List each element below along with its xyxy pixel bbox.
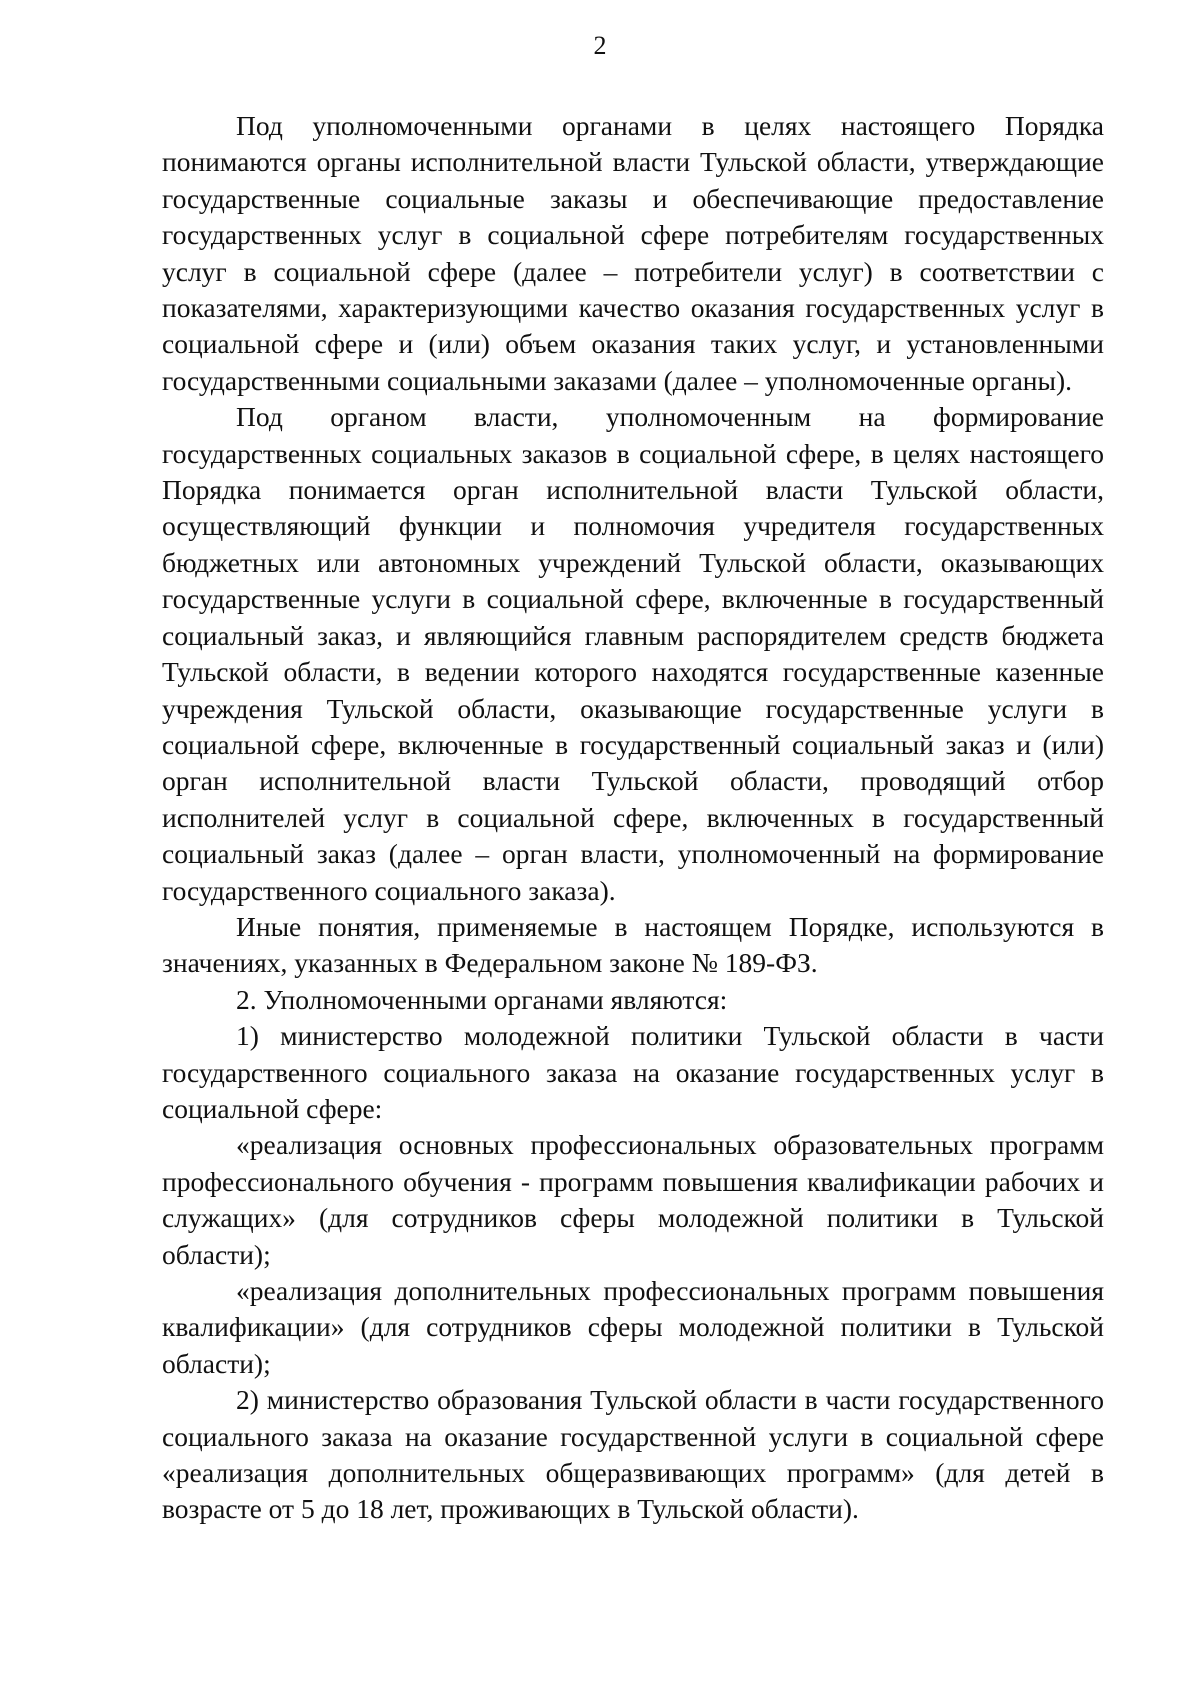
paragraph-quote-additional-programs: «реализация дополнительных профессиональных программ повышения квалификации» (для сотрудников сферы молодежной политики в Тульской области); [162,1275,1104,1379]
paragraph-other-terms: Иные понятия, применяемые в настоящем Порядке, используются в значениях, указанных в Федеральном законе № 189-ФЗ. [162,910,1104,979]
paragraph-item-1-youth-ministry: 1) министерство молодежной политики Тульской области в части государственного социального заказа на оказание государственных услуг в социальной сфере: [162,1020,1104,1124]
paragraph-quote-basic-programs: «реализация основных профессиональных образовательных программ профессионального обучения - программ повышения квалификации рабочих и служащих» (для сотрудников сферы молодежной политики в Тульской области); [162,1129,1104,1270]
paragraph-forming-body-definition: Под органом власти, уполномоченным на формирование государственных социальных заказов в социальной сфере, в целях настоящего Порядка понимается орган исполнительной власти Тульской области, осуществляющий функции и полномочия учредителя государственных бюджетных или автономных учреждений Тульской области, оказывающих государственные услуги в социальной сфере, включенные в государственный социальный заказ, и являющийся главным распорядителем средств бюджета Тульской области, в ведении которого находятся государственные казенные учреждения Тульской области, оказывающие государственные услуги в социальной сфере, включенные в государственный социальный заказ и (или) орган исполнительной власти Тульской области, проводящий отбор исполнителей услуг в социальной сфере, включенных в государственный социальный заказ (далее – орган власти, уполномоченный на формирование государственного социального заказа). [162,401,1104,906]
paragraph-authorized-bodies-definition: Под уполномоченными органами в целях настоящего Порядка понимаются органы исполнительной власти Тульской области, утверждающие государственные социальные заказы и обеспечивающие предоставление государственных услуг в социальной сфере потребителям государственных услуг в социальной сфере (далее – потребители услуг) в соответствии с показателями, характеризующими качество оказания государственных услуг в социальной сфере и (или) объем оказания таких услуг, и установленными государственными социальными заказами (далее – уполномоченные органы). [162,110,1104,396]
page-number: 2 [593,31,607,60]
paragraph-item-2-education-ministry: 2) министерство образования Тульской области в части государственного социального заказа на оказание государственной услуги в социальной сфере «реализация дополнительных общеразвивающих программ» (для детей в возрасте от 5 до 18 лет, проживающих в Тульской области). [162,1384,1104,1525]
document-body [162,108,1104,1528]
paragraph-item-2-heading: 2. Уполномоченными органами являются: [236,983,728,1015]
